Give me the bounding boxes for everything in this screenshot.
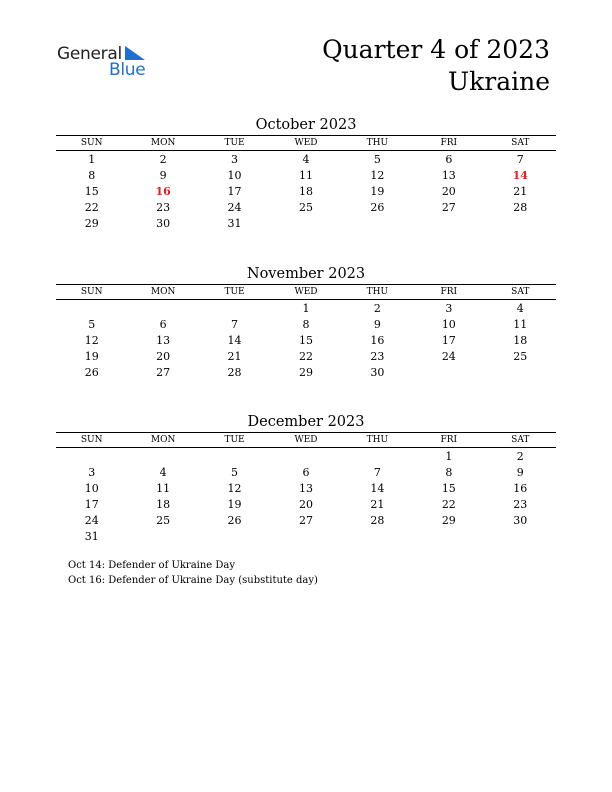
empty-day-cell: [342, 215, 413, 231]
day-cell: 25: [156, 513, 171, 527]
day-cell: 28: [227, 365, 242, 379]
day-cell: 22: [298, 349, 313, 363]
day-cell: 26: [370, 200, 385, 214]
day-cell: 25: [298, 200, 313, 214]
day-cell: 4: [516, 301, 524, 315]
day-cell: 15: [441, 481, 456, 495]
empty-day-cell: [199, 448, 270, 465]
weekday-header: FRI: [413, 433, 484, 448]
day-cell: 7: [516, 152, 524, 166]
day-cell: 4: [159, 465, 167, 479]
day-cell: 27: [156, 365, 171, 379]
day-cell: 12: [84, 333, 99, 347]
empty-day-cell: [127, 528, 198, 544]
week-row: [56, 300, 556, 317]
week-row: [56, 151, 556, 168]
day-cell: 7: [373, 465, 381, 479]
page-title: [322, 34, 550, 98]
day-cell: 16: [155, 184, 171, 198]
day-cell: 12: [227, 481, 242, 495]
week-row: [56, 512, 556, 528]
holiday-note: Oct 16: Defender of Ukraine Day (substitute day): [68, 574, 318, 586]
empty-day-cell: [199, 300, 270, 317]
day-cell: 21: [227, 349, 242, 363]
day-cell: 2: [516, 449, 524, 463]
day-cell: 1: [88, 152, 96, 166]
day-cell: 17: [227, 184, 242, 198]
week-row: [56, 348, 556, 364]
day-cell: 15: [84, 184, 99, 198]
weekday-header-row: [56, 433, 556, 448]
day-cell: 3: [231, 152, 239, 166]
empty-day-cell: [413, 364, 484, 380]
day-cell: 3: [88, 465, 96, 479]
day-cell: 28: [513, 200, 528, 214]
empty-day-cell: [270, 448, 341, 465]
empty-day-cell: [342, 448, 413, 465]
brand-logo: [57, 42, 157, 82]
empty-day-cell: [270, 215, 341, 231]
month-title: December 2023: [247, 414, 365, 430]
day-cell: 18: [298, 184, 313, 198]
day-cell: 16: [370, 333, 385, 347]
day-cell: 11: [156, 481, 171, 495]
empty-day-cell: [199, 528, 270, 544]
week-row: [56, 332, 556, 348]
weekday-header: SUN: [56, 136, 127, 151]
empty-day-cell: [127, 448, 198, 465]
day-cell: 17: [84, 497, 99, 511]
day-cell: 23: [513, 497, 528, 511]
empty-day-cell: [413, 215, 484, 231]
day-cell: 26: [227, 513, 242, 527]
day-cell: 5: [373, 152, 381, 166]
day-cell: 20: [156, 349, 171, 363]
weekday-header: THU: [342, 136, 413, 151]
day-cell: 19: [84, 349, 99, 363]
day-cell: 15: [298, 333, 313, 347]
week-row: [56, 199, 556, 215]
month-december: [56, 412, 556, 544]
country-title: Ukraine: [448, 67, 550, 96]
day-cell: 3: [445, 301, 453, 315]
empty-day-cell: [127, 300, 198, 317]
day-cell: 10: [84, 481, 99, 495]
day-cell: 2: [373, 301, 381, 315]
weekday-header: SAT: [485, 285, 556, 300]
brand-general-text: General: [57, 44, 122, 64]
day-cell: 19: [227, 497, 242, 511]
week-row: [56, 167, 556, 183]
day-cell: 13: [156, 333, 171, 347]
day-cell: 30: [156, 216, 171, 230]
weekday-header: SUN: [56, 433, 127, 448]
weekday-header: TUE: [199, 433, 270, 448]
holiday-note: Oct 14: Defender of Ukraine Day: [68, 560, 236, 571]
day-cell: 11: [513, 317, 528, 331]
day-cell: 21: [370, 497, 385, 511]
day-cell: 5: [88, 317, 96, 331]
day-cell: 21: [513, 184, 528, 198]
day-cell: 8: [88, 168, 96, 182]
day-cell: 27: [298, 513, 313, 527]
weekday-header: WED: [270, 285, 341, 300]
day-cell: 22: [441, 497, 456, 511]
quarter-title: Quarter 4 of 2023: [322, 35, 550, 64]
empty-day-cell: [56, 448, 127, 465]
day-cell: 30: [513, 513, 528, 527]
weekday-header: MON: [127, 285, 198, 300]
brand-blue-text: Blue: [109, 60, 146, 80]
weekday-header: SAT: [485, 136, 556, 151]
weekday-header-row: [56, 136, 556, 151]
day-cell: 10: [441, 317, 456, 331]
day-cell: 28: [370, 513, 385, 527]
weekday-header: FRI: [413, 136, 484, 151]
weekday-header: TUE: [199, 285, 270, 300]
day-cell: 11: [298, 168, 313, 182]
calendar-grid: [56, 284, 556, 380]
day-cell: 24: [441, 349, 456, 363]
calendar-grid: [56, 135, 556, 231]
day-cell: 14: [370, 481, 385, 495]
weekday-header: WED: [270, 136, 341, 151]
day-cell: 14: [512, 168, 528, 182]
month-november: [56, 264, 556, 380]
calendar-grid: [56, 432, 556, 544]
weekday-header: MON: [127, 433, 198, 448]
day-cell: 23: [370, 349, 385, 363]
day-cell: 20: [298, 497, 313, 511]
empty-day-cell: [485, 364, 556, 380]
month-title: October 2023: [255, 117, 357, 133]
weekday-header: FRI: [413, 285, 484, 300]
week-row: [56, 183, 556, 199]
holiday-notes: [68, 559, 318, 588]
day-cell: 16: [513, 481, 528, 495]
day-cell: 31: [227, 216, 242, 230]
weekday-header: SUN: [56, 285, 127, 300]
week-row: [56, 215, 556, 231]
day-cell: 6: [445, 152, 453, 166]
day-cell: 12: [370, 168, 385, 182]
weekday-header: THU: [342, 285, 413, 300]
day-cell: 26: [84, 365, 99, 379]
day-cell: 24: [84, 513, 99, 527]
week-row: [56, 464, 556, 480]
day-cell: 17: [441, 333, 456, 347]
day-cell: 18: [156, 497, 171, 511]
day-cell: 1: [302, 301, 310, 315]
week-row: [56, 480, 556, 496]
day-cell: 10: [227, 168, 242, 182]
day-cell: 8: [302, 317, 310, 331]
day-cell: 19: [370, 184, 385, 198]
empty-day-cell: [270, 528, 341, 544]
empty-day-cell: [413, 528, 484, 544]
empty-day-cell: [485, 215, 556, 231]
day-cell: 9: [159, 168, 167, 182]
day-cell: 18: [513, 333, 528, 347]
weekday-header: SAT: [485, 433, 556, 448]
day-cell: 22: [84, 200, 99, 214]
day-cell: 9: [516, 465, 524, 479]
weekday-header: WED: [270, 433, 341, 448]
day-cell: 20: [441, 184, 456, 198]
month-october: [56, 115, 556, 231]
weekday-header-row: [56, 285, 556, 300]
day-cell: 6: [302, 465, 310, 479]
day-cell: 13: [441, 168, 456, 182]
week-row: [56, 364, 556, 380]
day-cell: 2: [159, 152, 167, 166]
day-cell: 6: [159, 317, 167, 331]
day-cell: 13: [298, 481, 313, 495]
day-cell: 9: [373, 317, 381, 331]
day-cell: 7: [231, 317, 239, 331]
weekday-header: TUE: [199, 136, 270, 151]
day-cell: 31: [84, 529, 99, 543]
week-row: [56, 496, 556, 512]
day-cell: 30: [370, 365, 385, 379]
day-cell: 29: [298, 365, 313, 379]
day-cell: 29: [84, 216, 99, 230]
day-cell: 8: [445, 465, 453, 479]
day-cell: 5: [231, 465, 239, 479]
week-row: [56, 448, 556, 465]
day-cell: 4: [302, 152, 310, 166]
day-cell: 1: [445, 449, 453, 463]
empty-day-cell: [342, 528, 413, 544]
day-cell: 25: [513, 349, 528, 363]
month-title: November 2023: [246, 266, 366, 282]
empty-day-cell: [56, 300, 127, 317]
day-cell: 14: [227, 333, 242, 347]
empty-day-cell: [485, 528, 556, 544]
day-cell: 29: [441, 513, 456, 527]
weekday-header: MON: [127, 136, 198, 151]
day-cell: 24: [227, 200, 242, 214]
weekday-header: THU: [342, 433, 413, 448]
day-cell: 23: [156, 200, 171, 214]
week-row: [56, 316, 556, 332]
day-cell: 27: [441, 200, 456, 214]
week-row: [56, 528, 556, 544]
